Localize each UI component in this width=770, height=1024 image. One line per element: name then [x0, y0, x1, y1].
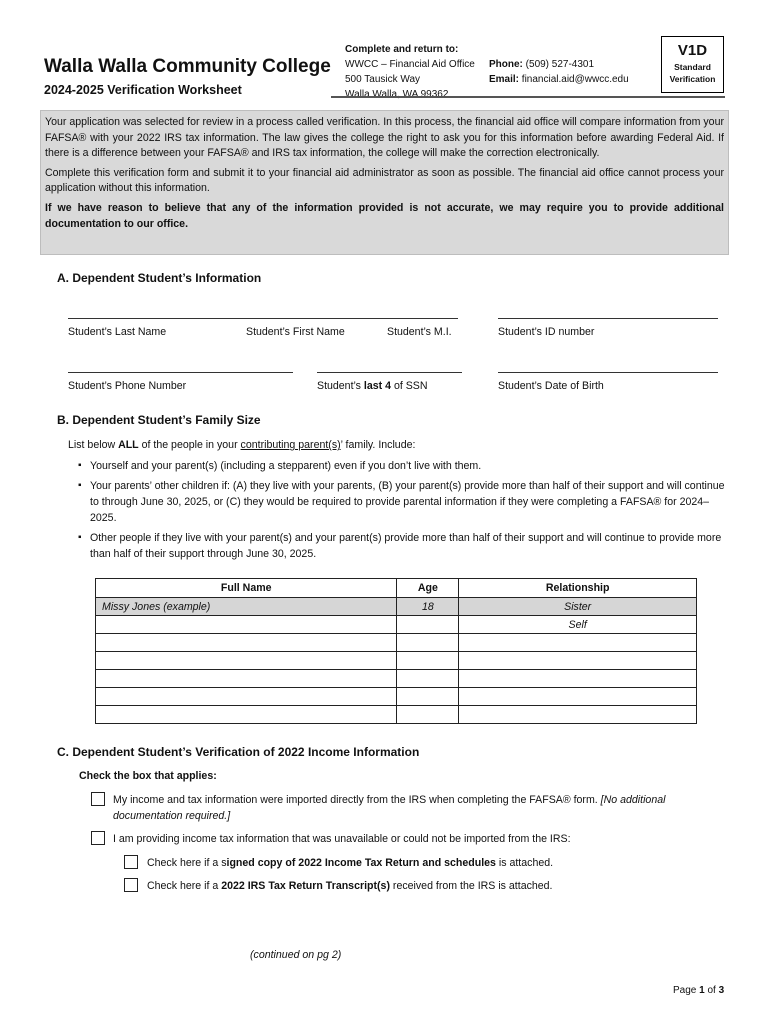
relationship-cell: Sister	[459, 598, 697, 616]
family-table	[95, 578, 697, 724]
sub2-post: received from the IRS is attached.	[389, 880, 553, 892]
table-row	[96, 670, 697, 688]
first-name-label: Student’s First Name	[246, 326, 345, 338]
imported-option-text: My income and tax information were imported directly from the IRS when completing the FAFSA® form.	[113, 794, 601, 806]
relationship-cell[interactable]	[459, 634, 697, 652]
name-cell[interactable]	[96, 634, 397, 652]
sub2-bold: 2022 IRS Tax Return Transcript(s)	[221, 880, 390, 892]
section-b-title: B. Dependent Student’s Family Size	[57, 413, 261, 427]
name-cell[interactable]	[96, 688, 397, 706]
badge-title: V1D	[677, 42, 708, 59]
dob-label: Student’s Date of Birth	[498, 380, 604, 392]
ssn-label	[317, 380, 428, 392]
phone-label: Phone:	[489, 59, 523, 70]
table-row	[96, 706, 697, 724]
email-label: Email:	[489, 74, 520, 85]
section-c-title: C. Dependent Student’s Verification of 2022 Income Information	[57, 745, 420, 759]
relationship-cell[interactable]	[459, 652, 697, 670]
name-cell: Missy Jones (example)	[96, 598, 397, 616]
page-current: 1	[699, 985, 705, 996]
dob-field-line[interactable]	[498, 372, 718, 373]
column-header: Age	[397, 579, 459, 598]
include-list	[78, 458, 726, 566]
email-value: financial.aid@wwcc.edu	[521, 74, 629, 85]
lead-post: ’ family. Include:	[340, 439, 416, 451]
intro-paragraph: Complete this verification form and submit it to your financial aid administrator as soon as possible. The financial aid office cannot process your application without this information.	[45, 166, 724, 195]
age-cell[interactable]	[397, 688, 459, 706]
college-name: Walla Walla Community College	[44, 56, 331, 77]
middle-initial-label: Student’s M.I.	[387, 326, 452, 338]
list-item: ▪ Other people if they live with your parent(s) and your parent(s) provide more than half of their support and will continue to provide more than half of their support through June 30, 2025.	[78, 530, 726, 562]
tax-transcript-checkbox[interactable]	[124, 878, 138, 892]
last-name-label: Student’s Last Name	[68, 326, 167, 338]
list-item: ▪ Yourself and your parent(s) (including a stepparent) even if you don’t live with them.	[78, 458, 726, 474]
providing-tax-info-checkbox[interactable]	[91, 831, 105, 845]
intro-warning: If we have reason to believe that any of the information provided is not accurate, we may require you to provide additional documentation to our office.	[45, 201, 724, 230]
intro-paragraph: Your application was selected for review in a process called verification. In this process, the financial aid office will compare information from your FAFSA® with your 2022 IRS tax information. The law gives the college the right to ask you for this information before awarding Federal Aid. If there is a difference between your FAFSA® and IRS tax information, the college will make the correction electronically.	[45, 116, 724, 160]
contact-info	[489, 57, 629, 87]
table-row	[96, 634, 697, 652]
age-cell[interactable]	[397, 652, 459, 670]
page-pre: Page	[673, 985, 700, 996]
sub1-post: is attached.	[495, 857, 554, 869]
return-line: 500 Tausick Way	[345, 74, 421, 85]
sub1-bold: igned copy of 2022 Income Tax Return and schedules	[226, 857, 496, 869]
table-row	[96, 598, 697, 616]
return-address	[345, 42, 475, 102]
sub1-pre: Check here if a s	[147, 857, 227, 869]
section-a-title: A. Dependent Student’s Information	[57, 271, 262, 285]
list-item: ▪ Your parents’ other children if: (A) they live with your parents, (B) your parent(s) provide more than half of their support and will continue to through June 30, 2025, or (C) they would be required to provide parental information if they were completing a FAFSA® for 2024–2025.	[78, 478, 726, 526]
return-line: WWCC – Financial Aid Office	[345, 59, 475, 70]
table-row	[96, 688, 697, 706]
signed-tax-return-label	[147, 855, 553, 871]
lead-underline: contributing parent(s)	[240, 439, 341, 451]
age-cell: 18	[397, 598, 459, 616]
badge-line: Verification	[669, 74, 716, 84]
header-divider	[331, 96, 725, 98]
name-cell[interactable]	[96, 670, 397, 688]
phone-value: (509) 527-4301	[525, 59, 595, 70]
ssn-field-line[interactable]	[317, 372, 462, 373]
return-line: Walla Walla, WA 99362	[345, 89, 449, 100]
page-mid: of	[704, 985, 719, 996]
phone-label: Student’s Phone Number	[68, 380, 187, 392]
worksheet-title: 2024-2025 Verification Worksheet	[44, 83, 242, 97]
ssn-label-post: of SSN	[391, 380, 428, 392]
relationship-cell[interactable]	[459, 706, 697, 724]
column-header: Relationship	[459, 579, 697, 598]
relationship-cell[interactable]	[459, 688, 697, 706]
name-cell[interactable]	[96, 652, 397, 670]
imported-option-note: [No additional documentation required.]	[113, 794, 666, 822]
student-id-field-line[interactable]	[498, 318, 718, 319]
family-size-instructions	[68, 437, 415, 453]
age-cell[interactable]	[397, 634, 459, 652]
name-field-line[interactable]	[68, 318, 458, 319]
imported-option-label	[113, 792, 725, 824]
lead-bold: ALL	[118, 439, 139, 451]
verification-badge	[661, 36, 724, 93]
return-heading: Complete and return to:	[345, 44, 459, 55]
column-header: Full Name	[96, 579, 397, 598]
signed-tax-return-checkbox[interactable]	[124, 855, 138, 869]
lead-pre: List below	[68, 439, 119, 451]
badge-line: Standard	[674, 62, 711, 72]
table-row	[96, 652, 697, 670]
sub2-pre: Check here if a	[147, 880, 222, 892]
ssn-label-bold: last 4	[363, 380, 392, 392]
intro-box	[40, 110, 729, 255]
student-id-label: Student’s ID number	[498, 326, 595, 338]
age-cell[interactable]	[397, 706, 459, 724]
relationship-cell[interactable]	[459, 670, 697, 688]
lead-mid: of the people in your	[138, 439, 241, 451]
check-heading: Check the box that applies:	[79, 770, 217, 782]
table-row	[96, 616, 697, 634]
age-cell[interactable]	[397, 616, 459, 634]
ssn-label-pre: Student’s	[317, 380, 364, 392]
name-cell[interactable]	[96, 706, 397, 724]
page-number	[673, 985, 724, 996]
name-cell[interactable]	[96, 616, 397, 634]
phone-field-line[interactable]	[68, 372, 293, 373]
imported-from-irs-checkbox[interactable]	[91, 792, 105, 806]
continued-note: (continued on pg 2)	[250, 949, 342, 961]
page-total: 3	[718, 985, 725, 996]
table-header-row	[96, 579, 697, 598]
providing-option-label: I am providing income tax information that was unavailable or could not be imported from the IRS:	[113, 833, 571, 845]
age-cell[interactable]	[397, 670, 459, 688]
tax-transcript-label	[147, 878, 553, 894]
relationship-cell[interactable]: Self	[459, 616, 697, 634]
